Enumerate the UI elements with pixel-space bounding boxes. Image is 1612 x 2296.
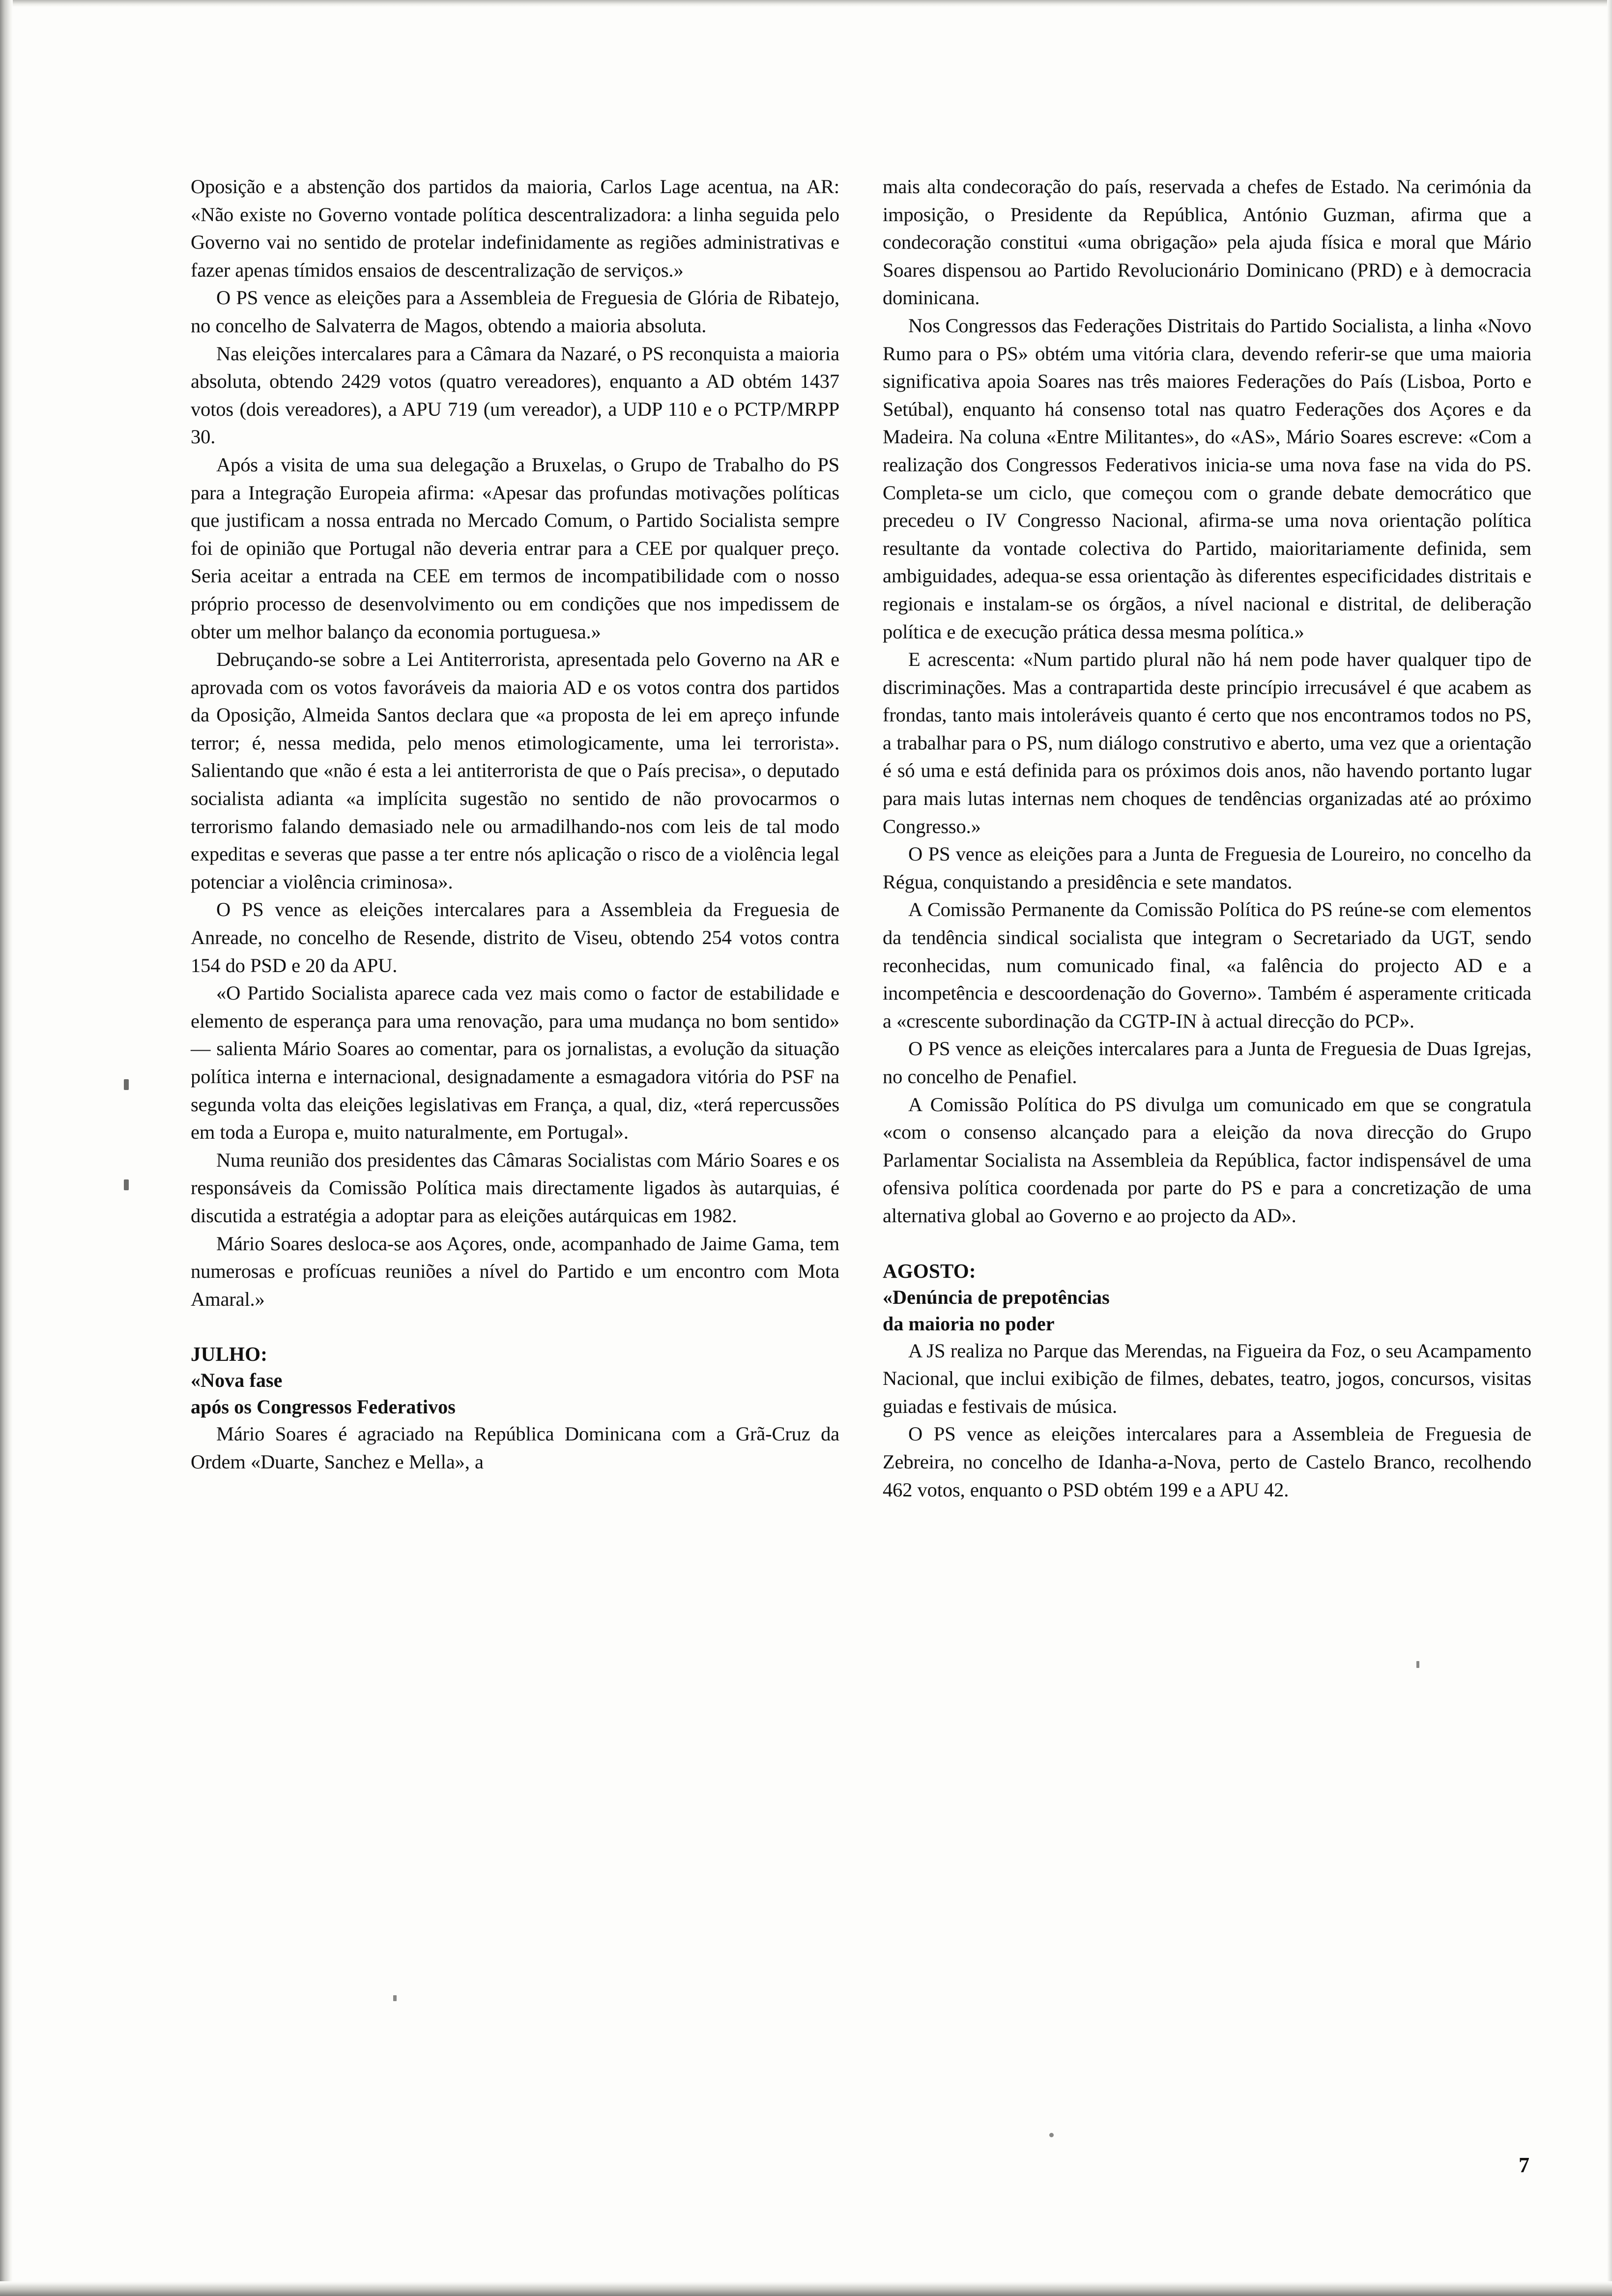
scan-speck (393, 1995, 397, 2001)
paragraph: Oposição e a abstenção dos partidos da maioria, Carlos Lage acentua, na AR: «Não existe no Governo vontade política descentralizadora: a linha seguida pelo Governo vai no sentido de protelar indefinidamente as regiões administrativas e fazer apenas tímidos ensaios de descentralização de serviços.» (191, 175, 839, 281)
paragraph: A Comissão Permanente da Comissão Política do PS reúne-se com elementos da tendência sindical socialista que integram o Secretariado da UGT, sendo reconhecidas, num comunicado final, «a falência do projecto AD e a incompetência e descoordenação do Governo». Também é asperamente criticada a «crescente subordinação da CGTP-IN à actual direcção do PCP». (883, 898, 1531, 1032)
right-column (883, 173, 1531, 1504)
paragraph: mais alta condecoração do país, reservada a chefes de Estado. Na cerimónia da imposição, o Presidente da República, António Guzman, afirma que a condecoração constitui «uma obrigação» pela ajuda física e moral que Mário Soares dispensou ao Partido Revolucionário Dominicano (PRD) e à democracia dominicana. (883, 175, 1531, 309)
paragraph: O PS vence as eleições intercalares para a Assembleia da Freguesia de Anreade, no concelho de Resende, distrito de Viseu, obtendo 254 votos contra 154 do PSD e 20 da APU. (191, 898, 839, 976)
paragraph: «O Partido Socialista aparece cada vez mais como o factor de estabilidade e elemento de esperança para uma renovação, para uma mudança no bom sentido» — salienta Mário Soares ao comentar, para os jornalistas, a evolução da situação política interna e internacional, designadamente a esmagadora vitória do PSF na segunda volta das eleições legislativas em França, a qual, diz, «terá repercussões em toda a Europa e, muito naturalmente, em Portugal». (191, 982, 839, 1144)
margin-artifact (124, 1079, 129, 1090)
scan-edge-bottom (0, 2281, 1612, 2296)
two-column-layout (191, 173, 1532, 1504)
section-subheading-line-1: «Nova fase (191, 1369, 283, 1392)
left-column (191, 173, 839, 1504)
paragraph: O PS vence as eleições para a Assembleia de Freguesia de Glória de Ribatejo, no concelho de Salvaterra de Magos, obtendo a maioria absoluta. (191, 287, 839, 337)
paragraph: Mário Soares é agraciado na República Dominicana com a Grã-Cruz da Ordem «Duarte, Sanchez e Mella», a (191, 1423, 839, 1473)
scan-edge-right (1607, 0, 1612, 2296)
paragraph: O PS vence as eleições intercalares para a Assembleia de Freguesia de Zebreira, no concelho de Idanha-a-Nova, perto de Castelo Branco, recolhendo 462 votos, enquanto o PSD obtém 199 e a APU 42. (883, 1423, 1531, 1501)
scan-edge-top (0, 0, 1612, 7)
scan-edge-left (0, 0, 13, 2296)
section-subheading-line-2: após os Congressos Federativos (191, 1396, 456, 1418)
paragraph: Após a visita de uma sua delegação a Bruxelas, o Grupo de Trabalho do PS para a Integração Europeia afirma: «Apesar das profundas motivações políticas que justificam a nossa entrada no Mercado Comum, o Partido Socialista sempre foi de opinião que Portugal não deveria entrar para a CEE por qualquer preço. Seria aceitar a entrada na CEE em termos de incompatibilidade com o nosso próprio processo de desenvolvimento ou em condições que nos impedissem de obter um melhor balanço da economia portuguesa.» (191, 453, 839, 643)
month-heading-agosto: AGOSTO: (883, 1259, 976, 1282)
paragraph: A Comissão Política do PS divulga um comunicado em que se congratula «com o consenso alcançado para a eleição da nova direcção do Grupo Parlamentar Socialista na Assembleia da República, factor indispensável de uma ofensiva política coordenada por parte do PS e para a concretização de uma alternativa global ao Governo e ao projecto da AD». (883, 1093, 1531, 1227)
margin-artifact (124, 1179, 129, 1190)
month-heading-julho: JULHO: (191, 1343, 268, 1366)
paragraph: Debruçando-se sobre a Lei Antiterrorista, apresentada pelo Governo na AR e aprovada com os votos favoráveis da maioria AD e os votos contra dos partidos da Oposição, Almeida Santos declara que «a proposta de lei em apreço infunde terror; é, nessa medida, pelo menos etimologicamente, uma lei terrorista». Salientando que «não é esta a lei antiterrorista de que o País precisa», o deputado socialista adianta «a implícita sugestão no sentido de não provocarmos o terrorismo falando demasiado nele ou armadilhando-nos com leis de tal modo expeditas e severas que passe a ter entre nós aplicação o risco de a violência legal potenciar a violência criminosa». (191, 648, 839, 893)
paragraph: E acrescenta: «Num partido plural não há nem pode haver qualquer tipo de discriminações. Mas a contrapartida deste princípio irrecusável é que acabem as frondas, tanto mais intoleráveis quanto é certo que nos encontramos todos no PS, a trabalhar para o PS, num diálogo construtivo e aberto, uma vez que a orientação é só uma e está definida para os próximos dois anos, não havendo portanto lugar para mais lutas internas nem choques de tendências organizadas até ao próximo Congresso.» (883, 648, 1531, 837)
paragraph: Mário Soares desloca-se aos Açores, onde, acompanhado de Jaime Gama, tem numerosas e profícuas reuniões a nível do Partido e um encontro com Mota Amaral.» (191, 1232, 839, 1310)
paragraph: Nas eleições intercalares para a Câmara da Nazaré, o PS reconquista a maioria absoluta, obtendo 2429 votos (quatro vereadores), enquanto a AD obtém 1437 votos (dois vereadores), a APU 719 (um vereador), a UDP 110 e o PCTP/MRPP 30. (191, 342, 839, 448)
paragraph: O PS vence as eleições para a Junta de Freguesia de Loureiro, no concelho da Régua, conquistando a presidência e sete mandatos. (883, 843, 1531, 893)
scan-speck (1049, 2133, 1054, 2137)
paragraph: O PS vence as eleições intercalares para a Junta de Freguesia de Duas Igrejas, no concelho de Penafiel. (883, 1037, 1531, 1088)
paragraph: Nos Congressos das Federações Distritais do Partido Socialista, a linha «Novo Rumo para o PS» obtém uma vitória clara, devendo referir-se que uma maioria significativa apoia Soares nas três maiores Federações do País (Lisboa, Porto e Setúbal), enquanto há consenso total nas quatro Federações dos Açores e da Madeira. Na coluna «Entre Militantes», do «AS», Mário Soares escreve: «Com a realização dos Congressos Federativos inicia-se uma nova fase na vida do PS. Completa-se um ciclo, que começou com o grande debate democrático que precedeu o IV Congresso Nacional, afirma-se uma nova orientação política resultante da vontade colectiva do Partido, maioritariamente definida, sem ambiguidades, adequa-se essa orientação às diferentes especificidades distritais e regionais e instalam-se os órgãos, a nível nacional e distrital, de deliberação política e de execução prática dessa mesma política.» (883, 314, 1531, 643)
section-subheading-line-2: da maioria no poder (883, 1312, 1055, 1335)
paragraph: A JS realiza no Parque das Merendas, na Figueira da Foz, o seu Acampamento Nacional, que inclui exibição de filmes, debates, teatro, jogos, concursos, visitas guiadas e festivais de música. (883, 1339, 1531, 1417)
section-subheading-line-1: «Denúncia de prepotências (883, 1286, 1110, 1308)
paragraph: Numa reunião dos presidentes das Câmaras Socialistas com Mário Soares e os responsáveis da Comissão Política mais directamente ligados às autarquias, é discutida a estratégia a adoptar para as eleições autárquicas em 1982. (191, 1148, 839, 1227)
page-number: 7 (1519, 2153, 1529, 2177)
scan-speck (1416, 1661, 1419, 1668)
